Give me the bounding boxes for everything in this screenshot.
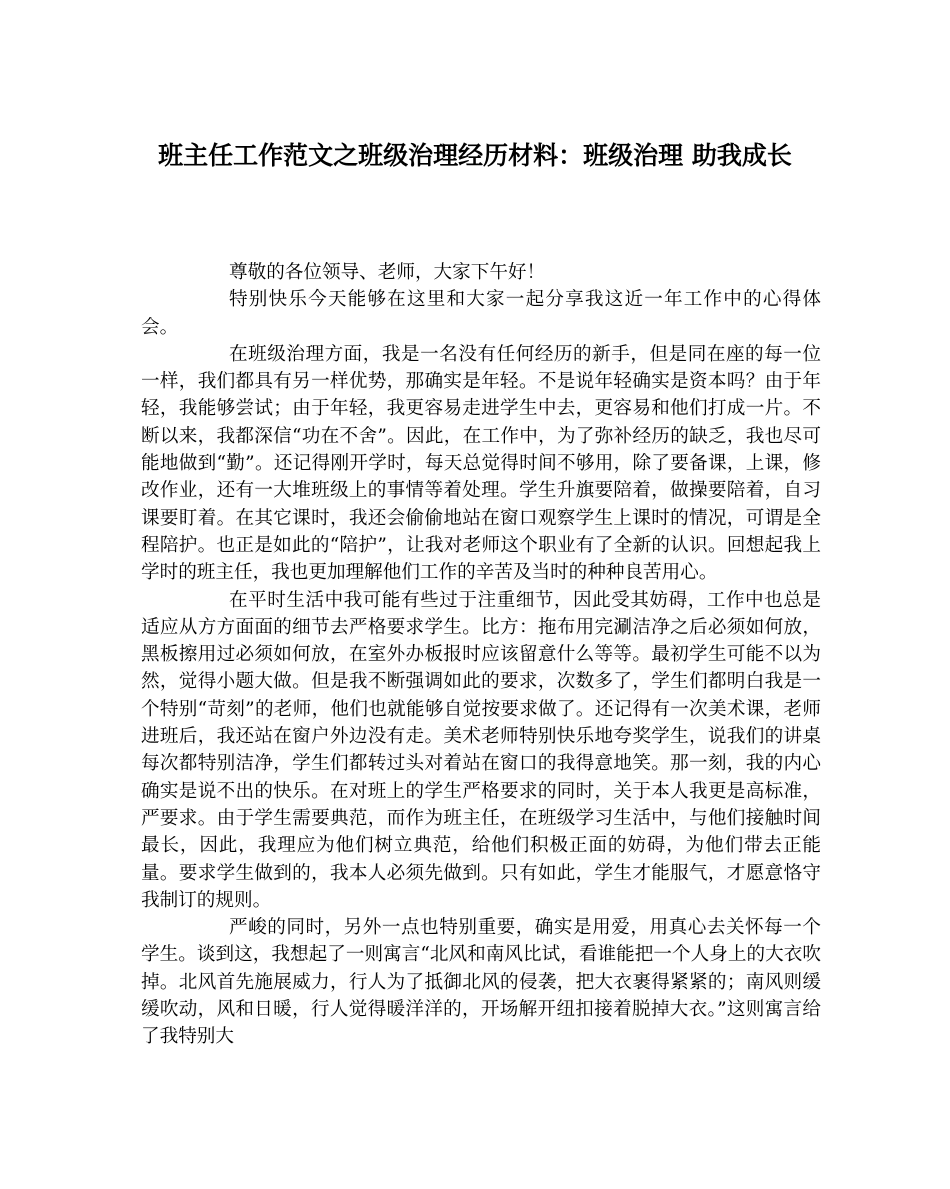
paragraph-details: 在平时生活中我可能有些过于注重细节，因此受其妨碍，工作中也总是适应从方方面面的细节去严格要求学生。比方：拖布用完涮洁净之后必须如何放，黑板擦用过必须如何放，在室外办板报时应该留意什么等等。最初学生可能不以为然，觉得小题大做。但是我不断强调如此的要求，次数多了，学生们都明白我是一个特别“苛刻”的老师，他们也就能够自觉按要求做了。还记得有一次美术课，老师进班后，我还站在窗户外边没有走。美术老师特别快乐地夸奖学生，说我们的讲桌每次都特别洁净，学生们都转过头对着站在窗口的我得意地笑。那一刻，我的内心确实是说不出的快乐。在对班上的学生严格要求的同时，关于本人我更是高标准，严要求。由于学生需要典范，而作为班主任，在班级学习生活中，与他们接触时间最长，因此，我理应为他们树立典范，给他们积极正面的妨碍，为他们带去正能量。要求学生做到的，我本人必须先做到。只有如此，学生才能服气，才愿意恪守我制订的规则。 (141, 589, 821, 911)
document-title: 班主任工作范文之班级治理经历材料：班级治理 助我成长 (158, 141, 792, 170)
paragraph-greeting: 尊敬的各位领导、老师，大家下午好！ (229, 262, 546, 283)
paragraph-youth: 在班级治理方面，我是一名没有任何经历的新手，但是同在座的每一位一样，我们都具有另一样优势，那确实是年轻。不是说年轻确实是资本吗？由于年轻，我能够尝试；由于年轻，我更容易走进学生中去，更容易和他们打成一片。不断以来，我都深信“功在不舍”。因此，在工作中，为了弥补经历的缺乏，我也尽可能地做到“勤”。还记得刚开学时，每天总觉得时间不够用，除了要备课，上课，修改作业，还有一大堆班级上的事情等着处理。学生升旗要陪着，做操要陪着，自习课要盯着。在其它课时，我还会偷偷地站在窗口观察学生上课时的情况，可谓是全程陪护。也正是如此的“陪护”，让我对老师这个职业有了全新的认识。回想起我上学时的班主任，我也更加理解他们工作的辛苦及当时的种种良苦用心。 (141, 343, 821, 584)
document-body (141, 259, 821, 1051)
paragraph-intro: 特别快乐今天能够在这里和大家一起分享我这近一年工作中的心得体会。 (141, 289, 821, 338)
paragraph-love: 严峻的同时，另外一点也特别重要，确实是用爱，用真心去关怀每一个学生。谈到这，我想起了一则寓言“北风和南风比试，看谁能把一个人身上的大衣吹掉。北风首先施展威力，行人为了抵御北风的侵袭，把大衣裹得紧紧的；南风则缓缓吹动，风和日暖，行人觉得暖洋洋的，开场解开纽扣接着脱掉大衣。”这则寓言给了我特别大 (141, 917, 821, 1048)
